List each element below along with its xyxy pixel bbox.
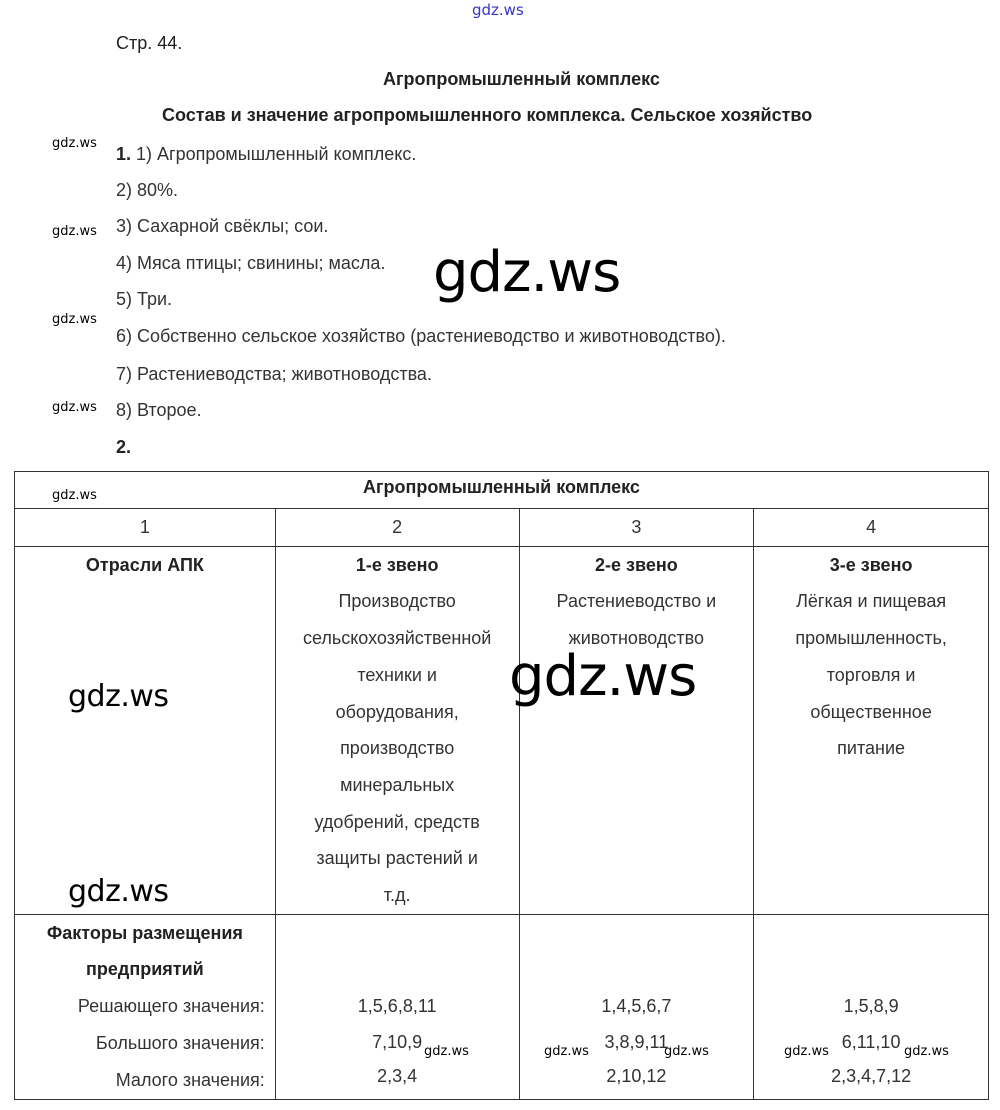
link-title: 3-е звено <box>829 554 913 575</box>
watermark: gdz.ws <box>52 400 97 415</box>
task1-answer-3: 3) Сахарной свёклы; сои. <box>116 216 329 236</box>
branch-cell-link-2 <box>519 546 754 914</box>
task1-answer-6: 6) Собственно сельское хозяйство (растениеводство и животноводство). <box>116 326 726 346</box>
factor-value: 2,10,12 <box>606 1066 667 1087</box>
link-line: общественное <box>810 701 932 722</box>
factor-sublabel-small: Малого значения: <box>115 1069 265 1090</box>
factor-sublabel-decisive: Решающего значения: <box>77 996 265 1017</box>
task2-number: 2. <box>116 437 132 457</box>
page-label: Стр. 44. <box>116 33 183 53</box>
link-line: Растениеводство и <box>556 591 717 612</box>
watermark: gdz.ws <box>52 312 97 327</box>
answer-text: 1) Агропромышленный комплекс. <box>136 144 417 164</box>
task1-number: 1. <box>116 144 132 164</box>
factor-value: 6,11,10 <box>841 1032 901 1053</box>
link-line: питание <box>837 738 906 759</box>
factor-sublabel-large: Большого значения: <box>95 1032 265 1053</box>
link-line: торговля и <box>826 664 916 685</box>
watermark-large: gdz.ws <box>509 644 697 709</box>
factor-value: 7,10,9 <box>372 1032 423 1053</box>
factors-cell-link-3 <box>754 914 989 1099</box>
top-watermark-link[interactable]: gdz.ws <box>472 1 524 19</box>
factors-label-cell <box>15 914 276 1099</box>
table-title: Агропромышленный комплекс <box>15 472 989 509</box>
factor-value: 1,5,6,8,11 <box>357 995 437 1016</box>
branches-label: Отрасли АПК <box>85 554 204 575</box>
task1-answer-2: 2) 80%. <box>116 180 179 200</box>
link-line: техники и <box>357 664 437 685</box>
factors-label: Факторы размещения <box>46 922 243 943</box>
page-heading: Агропромышленный комплекс <box>383 69 660 89</box>
task1-answer-8: 8) Второе. <box>116 400 202 420</box>
factor-value: 3,8,9,11 <box>604 1032 669 1053</box>
task1-answer-1 <box>116 144 416 165</box>
watermark: gdz.ws <box>904 1044 949 1059</box>
factor-value: 1,4,5,6,7 <box>601 995 672 1016</box>
watermark-large: gdz.ws <box>433 240 621 305</box>
factors-label: предприятий <box>86 959 204 980</box>
factor-value: 2,3,4 <box>377 1066 418 1087</box>
branch-cell-link-1 <box>275 546 519 914</box>
column-number: 4 <box>754 509 989 547</box>
watermark: gdz.ws <box>664 1044 709 1059</box>
link-line: удобрений, средств <box>314 811 480 832</box>
link-line: Лёгкая и пищевая <box>796 591 947 612</box>
watermark: gdz.ws <box>544 1044 589 1059</box>
factor-value: 1,5,8,9 <box>843 995 899 1016</box>
link-line: Производство <box>338 591 456 612</box>
link-title: 1-е звено <box>355 554 439 575</box>
link-line: т.д. <box>383 885 411 906</box>
task1-answer-5: 5) Три. <box>116 289 173 309</box>
column-number: 1 <box>15 509 276 547</box>
watermark-medium: gdz.ws <box>68 679 169 714</box>
task1-answer-7: 7) Растениеводства; животноводства. <box>116 364 432 384</box>
link-line: животноводство <box>568 628 705 649</box>
column-number: 2 <box>275 509 519 547</box>
link-line: минеральных <box>340 774 455 795</box>
watermark: gdz.ws <box>424 1044 469 1059</box>
branch-cell-link-3 <box>754 546 989 914</box>
link-line: оборудования, <box>335 701 459 722</box>
task1-answer-4: 4) Мяса птицы; свинины; масла. <box>116 253 386 273</box>
link-line: промышленность, <box>795 628 947 649</box>
link-title: 2-е звено <box>595 554 678 575</box>
watermark: gdz.ws <box>52 488 97 503</box>
branches-label-cell <box>15 546 276 914</box>
watermark-medium: gdz.ws <box>68 874 169 909</box>
watermark: gdz.ws <box>52 224 97 239</box>
column-number: 3 <box>519 509 754 547</box>
factors-cell-link-1 <box>275 914 519 1099</box>
factors-cell-link-2 <box>519 914 754 1099</box>
watermark: gdz.ws <box>52 136 97 151</box>
apk-table <box>14 471 989 1100</box>
link-line: защиты растений и <box>316 848 478 869</box>
watermark: gdz.ws <box>784 1044 829 1059</box>
link-line: сельскохозяйственной <box>302 628 492 649</box>
page-subheading: Состав и значение агропромышленного комплекса. Сельское хозяйство <box>162 105 813 125</box>
link-line: производство <box>340 738 455 759</box>
factor-value: 2,3,4,7,12 <box>831 1066 912 1087</box>
